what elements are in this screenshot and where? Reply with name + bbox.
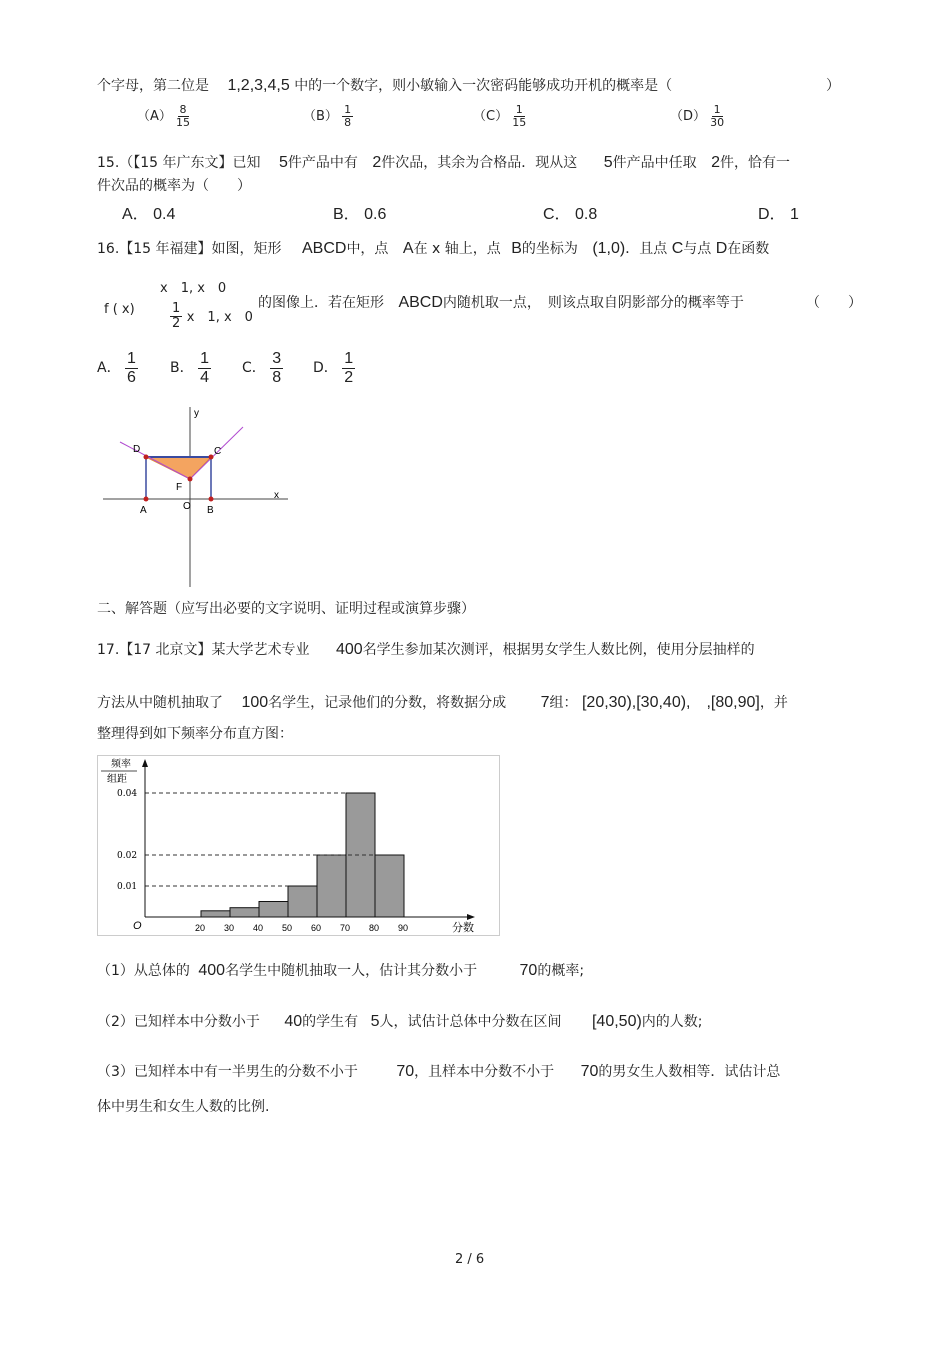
q16-option-b: B． $\frac{1}{4}$: [170, 350, 209, 386]
q16-option-d: D． $\frac{1}{2}$: [313, 350, 354, 386]
q16-option-a: A． $\frac{1}{6}$: [97, 350, 136, 386]
q15-line1: 15.（【15 年广东文】已知 5件产品中有 2件次品，其余为合格品．现从这 5件产品中任取 2件，恰有一: [97, 154, 790, 171]
page-number: 2 / 6: [455, 1252, 485, 1267]
hist-xtick-label: 50: [282, 923, 293, 933]
q14-line: 个字母，第二位是 1,2,3,4,5 中的一个数字，则小敏输入一次密码能够成功开机的概率是（: [97, 77, 673, 94]
q15-option-b: B． 0.6: [333, 206, 387, 223]
hist-xtick-label: 20: [195, 923, 206, 933]
hist-xtick-label: 90: [398, 923, 409, 933]
hist-bar-40-50: [259, 902, 288, 918]
q17-sub2: （2）已知样本中分数小于 40的学生有 5人，试估计总体中分数在区间 [40,50)内的人数;: [97, 1013, 703, 1030]
hist-bar-60-70: [317, 855, 346, 917]
q14-option-d: （D） $\frac{1}{30}$: [670, 103, 725, 130]
point-c: [209, 455, 214, 460]
q15-option-c: C． 0.8: [543, 206, 598, 223]
point-d: [144, 455, 149, 460]
q16-figure: [98, 402, 298, 592]
q16-fx: f ( x): [104, 302, 135, 317]
hist-ylabel-bottom: 组距: [107, 774, 127, 785]
histogram: [97, 755, 501, 937]
q17-sub3: （3）已知样本中有一半男生的分数不小于 70，且样本中分数不小于 70的男女生人数相等．试估计总: [97, 1063, 781, 1080]
q17-line2: 方法从中随机抽取了 100名学生，记录他们的分数，将数据分成 7组： [20,30),[30,40), ,[80,90]，并: [97, 694, 788, 711]
hist-xtick-label: 40: [253, 923, 264, 933]
q16-option-c: C． $\frac{3}{8}$: [242, 350, 282, 386]
hist-ytick-label: 0.02: [117, 851, 138, 861]
q14-option-c: （C） $\frac{1}{15}$: [473, 103, 527, 130]
hist-ytick-label: 0.04: [117, 789, 138, 799]
hist-xtick-label: 60: [311, 923, 322, 933]
point-f: [188, 477, 193, 482]
point-a: [144, 497, 149, 502]
hist-xtick-label: 80: [369, 923, 380, 933]
q17-sub3-line2: 体中男生和女生人数的比例.: [97, 1099, 270, 1115]
q17-line1: 17.【17 北京文】某大学艺术专业 400名学生参加某次测评，根据男女学生人数比例，使用分层抽样的: [97, 641, 755, 658]
q14-close-paren: ）: [826, 78, 840, 94]
q14-option-b: （B） $\frac{1}{8}$: [303, 103, 352, 130]
label-o: O: [183, 501, 191, 512]
hist-xtick-label: 30: [224, 923, 235, 933]
hist-xlabel: 分数: [452, 921, 474, 934]
hist-origin: O: [133, 920, 142, 932]
label-c: C: [214, 446, 222, 457]
label-b: B: [207, 505, 214, 516]
hist-xtick-label: 70: [340, 923, 351, 933]
hist-bar-50-60: [288, 886, 317, 917]
q17-line3: 整理得到如下频率分布直方图：: [97, 726, 293, 742]
q15-option-d: D． 1: [758, 206, 799, 223]
label-d: D: [133, 444, 141, 455]
label-x: x: [274, 490, 279, 501]
label-y: y: [194, 408, 199, 419]
point-b: [209, 497, 214, 502]
q15-line2: 件次品的概率为（ ）: [97, 178, 251, 194]
q16-piecewise-bottom: $\frac{1}{2}$ x 1, x 0: [172, 301, 253, 332]
hist-ylabel-top: 频率: [111, 759, 131, 770]
section-heading: 二、解答题（应写出必要的文字说明、证明过程或演算步骤）: [97, 601, 475, 617]
hist-bar-80-90: [375, 855, 404, 917]
hist-bar-30-40: [230, 908, 259, 917]
q15-option-a: A． 0.4: [122, 206, 176, 223]
label-f: F: [176, 482, 183, 493]
label-a: A: [140, 505, 147, 516]
q16-line1: 16.【15 年福建】如图，矩形 ABCD中，点 A在 x 轴上，点 B的坐标为 (1,0)．且点 C与点 D在函数: [97, 240, 770, 257]
hist-bar-20-30: [201, 911, 230, 917]
hist-ytick-label: 0.01: [117, 882, 138, 892]
q16-paren: （ ）: [806, 295, 862, 311]
q17-sub1: （1）从总体的 400名学生中随机抽取一人，估计其分数小于 70的概率;: [97, 962, 585, 979]
q14-option-a: （A） $\frac{8}{15}$: [137, 103, 191, 130]
q16-piecewise-top: x 1, x 0: [160, 281, 227, 296]
q16-line2: 的图像上．若在矩形 ABCD内随机取一点， 则该点取自阴影部分的概率等于: [258, 294, 744, 311]
